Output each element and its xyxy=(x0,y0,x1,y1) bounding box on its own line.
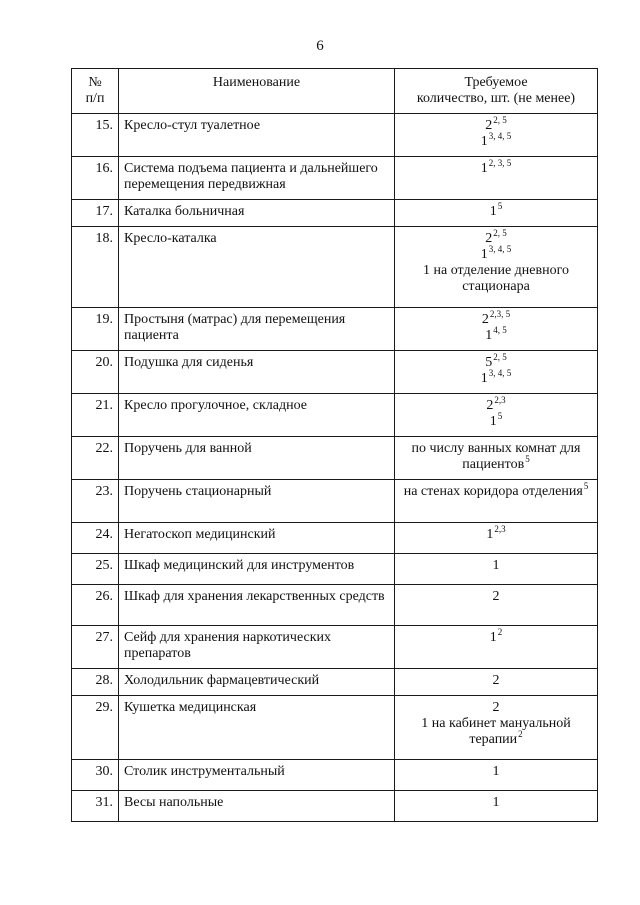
quantity-line xyxy=(400,441,592,473)
row-number: 15. xyxy=(72,114,119,157)
quantity-value: 2 xyxy=(492,589,500,604)
quantity-line xyxy=(400,716,592,748)
quantity-line xyxy=(400,368,592,387)
page-number: 6 xyxy=(316,38,324,54)
quantity-value: 1 xyxy=(480,134,488,149)
quantity-line xyxy=(400,263,592,295)
row-number: 18. xyxy=(72,227,119,308)
quantity-line xyxy=(400,325,592,344)
quantity-line xyxy=(400,201,592,220)
row-number: 27. xyxy=(72,626,119,669)
quantity-line xyxy=(400,158,592,177)
item-name: Подушка для сиденья xyxy=(119,351,395,394)
table-row xyxy=(72,114,598,157)
quantity-footnote-ref: 2, 5 xyxy=(493,352,507,362)
header-number xyxy=(72,69,119,114)
quantity-value: 1 на кабинет мануальной терапии xyxy=(421,716,571,747)
quantity-line xyxy=(400,395,592,414)
quantity-value: по числу ванных комнат для пациентов xyxy=(411,441,581,472)
item-name: Шкаф медицинский для инструментов xyxy=(119,554,395,585)
quantity-line xyxy=(400,700,592,716)
quantity-value: 2 xyxy=(485,118,493,133)
item-name: Простыня (матрас) для перемещения пациента xyxy=(119,308,395,351)
quantity-footnote-ref: 2, 5 xyxy=(493,115,507,125)
row-number: 30. xyxy=(72,760,119,791)
table-row xyxy=(72,308,598,351)
row-number: 17. xyxy=(72,200,119,227)
quantity-line xyxy=(400,411,592,430)
header-quantity-line2: количество, шт. (не менее) xyxy=(416,91,576,106)
header-name xyxy=(119,69,395,114)
quantity-footnote-ref: 5 xyxy=(583,481,589,491)
quantity-footnote-ref: 2, 5 xyxy=(493,228,507,238)
item-quantity xyxy=(395,523,598,554)
quantity-footnote-ref: 2,3 xyxy=(494,395,506,405)
item-name: Кушетка медицинская xyxy=(119,696,395,760)
quantity-line xyxy=(400,558,592,574)
quantity-value: 1 xyxy=(486,527,494,542)
item-quantity xyxy=(395,227,598,308)
quantity-footnote-ref: 3, 4, 5 xyxy=(488,244,512,254)
table-row xyxy=(72,585,598,626)
quantity-line xyxy=(400,764,592,780)
quantity-footnote-ref: 2 xyxy=(497,627,503,637)
table-row xyxy=(72,760,598,791)
table-row xyxy=(72,200,598,227)
quantity-value: 5 xyxy=(485,355,493,370)
table-row xyxy=(72,791,598,822)
item-name: Поручень стационарный xyxy=(119,480,395,523)
quantity-footnote-ref: 2,3 xyxy=(494,524,506,534)
row-number: 28. xyxy=(72,669,119,696)
quantity-value: 1 xyxy=(480,161,488,176)
quantity-footnote-ref: 4, 5 xyxy=(493,325,507,335)
header-quantity xyxy=(395,69,598,114)
quantity-value: 2 xyxy=(492,700,500,715)
row-number: 26. xyxy=(72,585,119,626)
header-quantity-line1: Требуемое xyxy=(464,75,528,90)
quantity-line xyxy=(400,589,592,605)
row-number: 16. xyxy=(72,157,119,200)
quantity-footnote-ref: 2 xyxy=(518,729,523,739)
quantity-footnote-ref: 5 xyxy=(497,411,503,421)
header-number-abbr: п/п xyxy=(85,91,105,106)
header-number-symbol: № xyxy=(88,75,102,90)
item-name: Столик инструментальный xyxy=(119,760,395,791)
item-quantity xyxy=(395,437,598,480)
quantity-value: 1 xyxy=(489,204,497,219)
item-name: Каталка больничная xyxy=(119,200,395,227)
item-name: Система подъема пациента и дальнейшего перемещения передвижная xyxy=(119,157,395,200)
quantity-value: 1 xyxy=(489,630,497,645)
row-number: 20. xyxy=(72,351,119,394)
table-row xyxy=(72,227,598,308)
equipment-table xyxy=(71,68,598,822)
item-quantity xyxy=(395,626,598,669)
item-name: Кресло прогулочное, складное xyxy=(119,394,395,437)
item-name: Кресло-стул туалетное xyxy=(119,114,395,157)
item-quantity xyxy=(395,554,598,585)
quantity-value: 1 xyxy=(480,371,488,386)
item-quantity xyxy=(395,157,598,200)
table-row xyxy=(72,394,598,437)
quantity-footnote-ref: 2, 3, 5 xyxy=(488,158,512,168)
table-row xyxy=(72,523,598,554)
item-quantity xyxy=(395,791,598,822)
row-number: 25. xyxy=(72,554,119,585)
row-number: 29. xyxy=(72,696,119,760)
quantity-value: 1 на отделение дневного стационара xyxy=(422,263,569,294)
row-number: 31. xyxy=(72,791,119,822)
table-row xyxy=(72,157,598,200)
item-name: Негатоскоп медицинский xyxy=(119,523,395,554)
quantity-value: 1 xyxy=(492,795,500,810)
item-name: Кресло-каталка xyxy=(119,227,395,308)
quantity-value: 2 xyxy=(485,231,493,246)
table-row xyxy=(72,626,598,669)
quantity-footnote-ref: 5 xyxy=(497,201,503,211)
table-row xyxy=(72,480,598,523)
item-name: Холодильник фармацевтический xyxy=(119,669,395,696)
item-quantity xyxy=(395,308,598,351)
table-row xyxy=(72,351,598,394)
header-name-label: Наименование xyxy=(212,75,301,90)
quantity-footnote-ref: 2,3, 5 xyxy=(489,309,511,319)
item-quantity xyxy=(395,669,598,696)
quantity-value: 1 xyxy=(485,328,493,343)
item-quantity xyxy=(395,696,598,760)
table-row xyxy=(72,554,598,585)
item-quantity xyxy=(395,394,598,437)
quantity-line xyxy=(400,244,592,263)
table-row xyxy=(72,669,598,696)
quantity-value: 1 xyxy=(492,764,500,779)
item-name: Поручень для ванной xyxy=(119,437,395,480)
quantity-value: 2 xyxy=(492,673,500,688)
quantity-value: 1 xyxy=(489,414,497,429)
row-number: 24. xyxy=(72,523,119,554)
item-quantity xyxy=(395,760,598,791)
row-number: 19. xyxy=(72,308,119,351)
table-body xyxy=(72,114,598,822)
item-name: Сейф для хранения наркотических препаратов xyxy=(119,626,395,669)
quantity-value: 1 xyxy=(492,558,500,573)
quantity-value: 2 xyxy=(486,398,494,413)
quantity-line xyxy=(400,524,592,543)
item-name: Шкаф для хранения лекарственных средств xyxy=(119,585,395,626)
table-header-row xyxy=(72,69,598,114)
item-quantity xyxy=(395,351,598,394)
table-row xyxy=(72,437,598,480)
item-quantity xyxy=(395,114,598,157)
quantity-value: на стенах коридора отделения xyxy=(403,484,583,499)
quantity-line xyxy=(400,481,592,500)
row-number: 21. xyxy=(72,394,119,437)
item-quantity xyxy=(395,480,598,523)
item-name: Весы напольные xyxy=(119,791,395,822)
table-row xyxy=(72,696,598,760)
row-number: 22. xyxy=(72,437,119,480)
item-quantity xyxy=(395,585,598,626)
quantity-line xyxy=(400,627,592,646)
quantity-footnote-ref: 3, 4, 5 xyxy=(488,131,512,141)
quantity-value: 2 xyxy=(481,312,489,327)
quantity-line xyxy=(400,673,592,689)
quantity-line xyxy=(400,795,592,811)
quantity-line xyxy=(400,131,592,150)
row-number: 23. xyxy=(72,480,119,523)
item-quantity xyxy=(395,200,598,227)
quantity-footnote-ref: 3, 4, 5 xyxy=(488,368,512,378)
quantity-value: 1 xyxy=(480,247,488,262)
quantity-footnote-ref: 5 xyxy=(525,454,530,464)
